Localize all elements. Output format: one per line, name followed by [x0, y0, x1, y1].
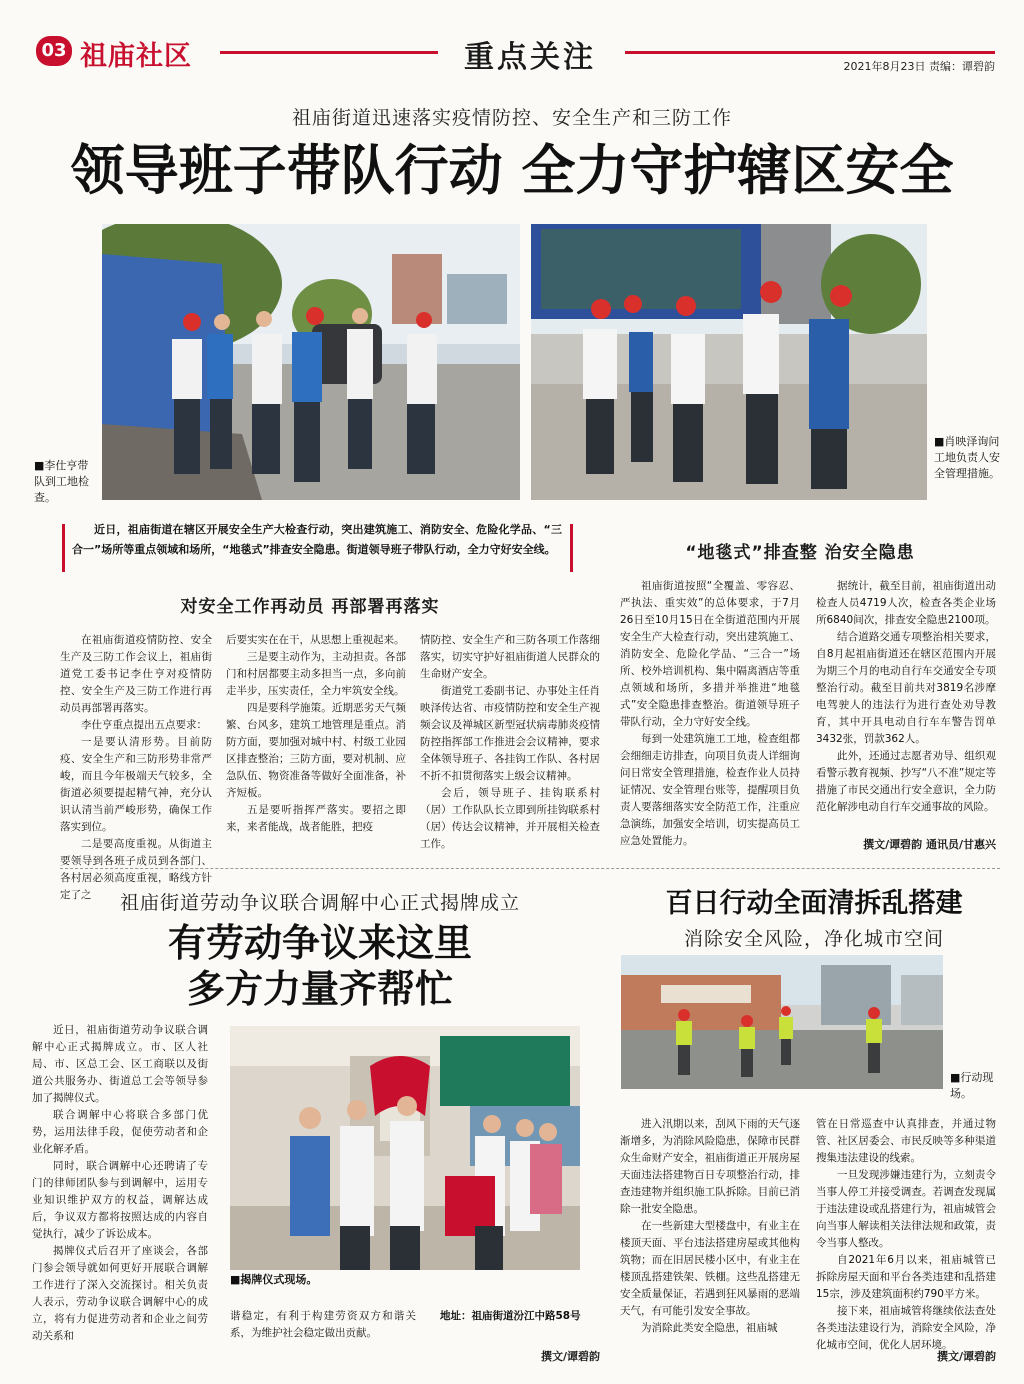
article2-col2	[230, 1308, 416, 1342]
article1-headline: 领导班子带队行动 全力守护辖区安全	[70, 138, 954, 202]
photo-unveiling-ceremony	[230, 1026, 580, 1270]
section-title: 重点关注	[464, 40, 596, 75]
paragraph: 祖庙街道按照“全覆盖、零容忍、严执法、重实效”的总体要求，于7月26日至10月15日在全街道范围内开展安全生产大检查行动，突出建筑施工、消防安全、危险化学品、“三合一”场所、校外培训机构、集中隔离酒店等重点领域和场所，多措并举推进“地毯式”安全隐患排查整治。街道领导班子带队行动，全力守好安全线。	[620, 580, 800, 728]
photo-inspection-site	[102, 224, 520, 500]
paragraph: 管在日常巡查中认真排查，并通过物管、社区居委会、市民反映等多种渠道搜集违法建设的线索。	[816, 1118, 996, 1164]
paragraph: 在一些新建大型楼盘中，有业主在楼顶天面、平台违法搭建房屋或其他构筑物；而在旧居民楼小区中，有业主在楼顶乱搭建铁架、铁棚。这些乱搭建无安全质量保证，若遇到狂风暴雨的恶端天气，有可能引发安全事故。	[620, 1220, 800, 1317]
article1-col4	[620, 578, 800, 850]
article1-subhead1: 对安全工作再动员 再部署再落实	[180, 597, 440, 617]
paragraph: 谐稳定，有利于构建劳资双方和谐关系，为维护社会稳定做出贡献。	[230, 1310, 416, 1339]
paragraph: 联合调解中心将联合多部门优势，运用法律手段，促使劳动者和企业化解矛盾。	[32, 1109, 208, 1155]
article2-headline-line2: 多方力量齐帮忙	[186, 966, 453, 1011]
paragraph: 在祖庙街道疫情防控、安全生产及三防工作会议上，祖庙街道党工委书记李仕亨对疫情防控、安全生产及三防工作进行再动员再部署再落实。	[60, 634, 212, 714]
article1-kicker: 祖庙街道迅速落实疫情防控、安全生产和三防工作	[291, 107, 732, 129]
lead-bar-right	[570, 524, 573, 572]
paragraph: 情防控、安全生产和三防各项工作落细落实，切实守护好祖庙街道人民群众的生命财产安全。	[420, 634, 600, 680]
photo-inspection-site-image	[102, 224, 520, 500]
article2-headline-line1: 有劳动争议来这里	[167, 920, 472, 965]
paragraph: 进入汛期以来，刮风下雨的天气逐渐增多，为消除风险隐患，保障市民群众生命财产安全，祖庙街道正开展房屋天面违法搭建物百日专项整治行动，排查违建物并组织施工队拆除。目前已消除一批安全隐患。	[620, 1118, 800, 1215]
header-rule-right	[625, 51, 995, 54]
paragraph: 结合道路交通专项整治相关要求，自8月起祖庙街道还在辖区范围内开展为期三个月的电动自行车交通安全专项整治行动。截至目前共对3819名涉摩电驾驶人的违法行为进行查处劝导教育，其中开具电动自行车车警告罚单3432张，罚款362人。	[816, 631, 996, 745]
photo-demolition-site-image	[621, 955, 943, 1089]
paragraph: 后要实实在在干，从思想上重视起来。	[226, 634, 405, 646]
article3-credit: 撰文/谭碧韵	[936, 1350, 996, 1363]
paragraph: 此外，还通过志愿者劝导、组织观看警示教育视频、抄写“八不准”规定等措施了市民交通出行安全意识，全力防范化解涉电动自行车交通事故的风险。	[816, 750, 996, 813]
article1-credit: 撰文/谭碧韵 通讯员/甘惠兴	[863, 838, 996, 851]
paragraph: 会后，领导班子、挂钩联系村（居）工作队队长立即到所挂钩联系村（居）传达会议精神，并开展相关检查工作。	[420, 787, 600, 850]
date-editor: 2021年8月23日 责编：谭碧韵	[843, 60, 995, 73]
caption-right: ■肖映泽询问工地负责人安全管理措施。	[934, 435, 1000, 480]
article2-address: 地址：祖庙街道汾江中路58号	[440, 1310, 581, 1322]
paragraph: 自2021年6月以来，祖庙城管已拆除房屋天面和平台各类违建和乱搭建15宗，涉及建筑面积约790平方米。	[816, 1254, 996, 1300]
article1-col1	[60, 632, 212, 904]
paragraph: 每到一处建筑施工工地，检查组都会细细走访排查，向项目负责人详细询问日常安全管理措施，检查作业人员持证情况、安全管理台账等，提醒项目负责人要落细落实安全防范工作，注重应急演练，加强安全培训，切实提高员工应急处置能力。	[620, 733, 800, 847]
article1-lead: 近日，祖庙街道在辖区开展安全生产大检查行动，突出建筑施工、消防安全、危险化学品、“三合一”场所等重点领域和场所，“地毯式”排查安全隐患。街道领导班子带队行动，全力守好安全线。	[72, 523, 562, 556]
article3-headline: 百日行动全面清拆乱搭建	[665, 888, 963, 919]
divider	[60, 868, 1000, 869]
article2-col1	[32, 1022, 208, 1345]
brand-logo: 祖庙社区	[80, 41, 192, 72]
paragraph: 一旦发现涉嫌违建行为，立刻责令当事人停工并接受调查。若调查发现属于违法建设或乱搭建行为，祖庙城管会向当事人解读相关法律法规和政策，责令当事人整改。	[816, 1169, 996, 1249]
paragraph: 揭牌仪式后召开了座谈会，各部门参会领导就如何更好开展联合调解工作进行了深入交流探讨。相关负责人表示，劳动争议联合调解中心的成立，将有力促进劳动者和企业之间劳动关系和	[32, 1245, 208, 1342]
article1-subhead2: “地毯式”排查整 治安全隐患	[685, 543, 915, 563]
article1-col5	[816, 578, 996, 816]
page-number: 03	[36, 36, 72, 66]
paragraph: 接下来，祖庙城管将继续依法查处各类违法建设行为，消除安全风险，净化城市空间，优化人居环境。	[816, 1305, 996, 1351]
article3-col1	[620, 1116, 800, 1337]
article1-col2	[226, 632, 406, 836]
article1-col3	[420, 632, 600, 853]
caption-left: ■李仕亨带队到工地检查。	[34, 459, 89, 504]
article2-caption: ■揭牌仪式现场。	[230, 1273, 318, 1286]
photo-unveiling-ceremony-image	[230, 1026, 580, 1270]
paragraph: 一是要认清形势。目前防疫、安全生产和三防形势非常严峻，而且今年极端天气较多，全街道必须要提起精气神，充分认识认清当前严峻形势，确保工作落实到位。	[60, 736, 212, 833]
article2-credit: 撰文/谭碧韵	[540, 1350, 600, 1363]
article3-caption: ■行动现场。	[950, 1071, 994, 1100]
article3-col2	[816, 1116, 996, 1354]
paragraph: 近日，祖庙街道劳动争议联合调解中心正式揭牌成立。市、区人社局、市、区总工会、区工商联以及街道公共服务办、街道总工会等领导参加了揭牌仪式。	[32, 1024, 208, 1104]
photo-site-questioning-image	[531, 224, 927, 500]
photo-demolition-site	[621, 955, 943, 1089]
article2-kicker: 祖庙街道劳动争议联合调解中心正式揭牌成立	[119, 892, 520, 914]
lead-bar	[62, 524, 65, 572]
paragraph: 三是要主动作为，主动担责。各部门和村居都要主动多担当一点，多向前走半步，压实责任，全力牢筑安全线。	[226, 651, 406, 697]
paragraph: 五是要听指挥严落实。要招之即来，来者能战，战者能胜，把疫	[226, 804, 406, 833]
paragraph: 四是要科学施策。近期恶劣天气频繁、台风多，建筑工地管理是重点。消防方面，要加强对城中村、村级工业园区排查整治；三防方面，要对机制、应急队伍、物资准备等做好全面准备，补齐短板。	[226, 702, 406, 799]
article3-sub: 消除安全风险，净化城市空间	[683, 928, 944, 950]
paragraph: 据统计，截至目前，祖庙街道出动检查人员4719人次，检查各类企业场所6840间次，排查安全隐患2100项。	[816, 580, 996, 626]
photo-site-questioning	[531, 224, 927, 500]
paragraph: 二是要高度重视。从街道主要领导到各班子成员到各部门、各村居必须高度重视，略线方针定了之	[60, 838, 212, 901]
paragraph: 街道党工委副书记、办事处主任肖映泽传达省、市疫情防控和安全生产视频会议及禅城区新型冠状病毒肺炎疫情防控指挥部工作推进会会议精神，要求全体领导班子、各挂钩工作队、各村居不折不扣贯彻落实上级会议精神。	[420, 685, 600, 782]
paragraph: 李仕亨重点提出五点要求：	[81, 719, 207, 731]
header-rule-left	[220, 51, 438, 54]
paragraph: 为消除此类安全隐患，祖庙城	[641, 1322, 778, 1334]
paragraph: 同时，联合调解中心还聘请了专门的律师团队参与到调解中，运用专业知识维护双方的权益，调解达成后，争议双方都将按照达成的内容自觉执行，减少了诉讼成本。	[32, 1160, 208, 1240]
